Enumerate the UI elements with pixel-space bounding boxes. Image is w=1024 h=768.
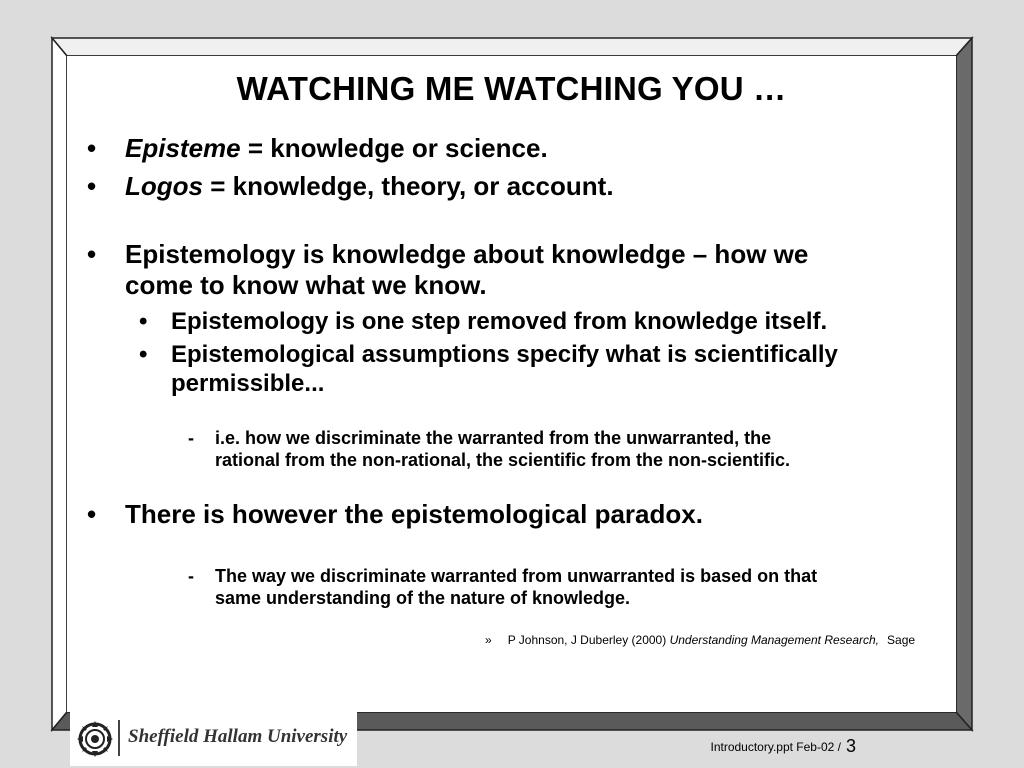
sub-bullet-marker: • [139, 341, 148, 368]
bullet-marker: • [87, 133, 97, 163]
dash-marker: - [188, 428, 194, 448]
definition-logos: = knowledge, theory, or account. [203, 171, 614, 201]
bullet-epistemology-line1: Epistemology is knowledge about knowledge – how we [125, 239, 809, 269]
bullet-marker: • [87, 171, 97, 201]
dash-item-way-line1: The way we discriminate warranted from unwarranted is based on that [215, 566, 818, 586]
dash-item-discriminate-line2: rational from the non-rational, the scientific from the non-scientific. [215, 450, 791, 470]
term-episteme: Episteme [125, 133, 241, 163]
university-name: Sheffield Hallam University [128, 726, 348, 747]
citation-authors: P Johnson, J Duberley (2000) [507, 633, 670, 647]
bullet-marker: • [87, 499, 97, 529]
dash-item-discriminate [215, 427, 790, 471]
slide-footer [0, 736, 1024, 760]
page-number: 3 [846, 736, 857, 756]
term-logos: Logos [125, 171, 203, 201]
citation [485, 633, 915, 647]
bullet-marker: • [87, 239, 97, 269]
citation-book: Understanding Management Research, [669, 633, 880, 647]
sub-bullet-removed: Epistemology is one step removed from knowledge itself. [171, 308, 828, 335]
definition-episteme: = knowledge or science. [240, 133, 548, 163]
dash-item-way-line2: same understanding of the nature of knowledge. [215, 588, 631, 608]
footer-file-date: Introductory.ppt Feb-02 / [710, 740, 841, 754]
sub-bullet-assumptions-line1: Epistemological assumptions specify what is scientifically [171, 341, 838, 368]
slide-title: WATCHING ME WATCHING YOU … [236, 70, 787, 107]
bullet-logos [125, 171, 614, 202]
slide-content [67, 56, 956, 712]
bullet-episteme [125, 133, 548, 164]
bullet-epistemology [125, 239, 808, 301]
dash-marker: - [188, 566, 194, 586]
citation-publisher: Sage [887, 633, 916, 647]
bullet-paradox: There is however the epistemological paradox. [125, 499, 703, 529]
sub-bullet-assumptions [171, 340, 838, 398]
dash-item-discriminate-line1: i.e. how we discriminate the warranted from the unwarranted, the [215, 428, 772, 448]
bullet-epistemology-line2: come to know what we know. [125, 270, 487, 300]
citation-marker: » [485, 633, 492, 647]
dash-item-way [215, 565, 817, 609]
sub-bullet-marker: • [139, 308, 148, 335]
sub-bullet-assumptions-line2: permissible... [171, 370, 325, 397]
